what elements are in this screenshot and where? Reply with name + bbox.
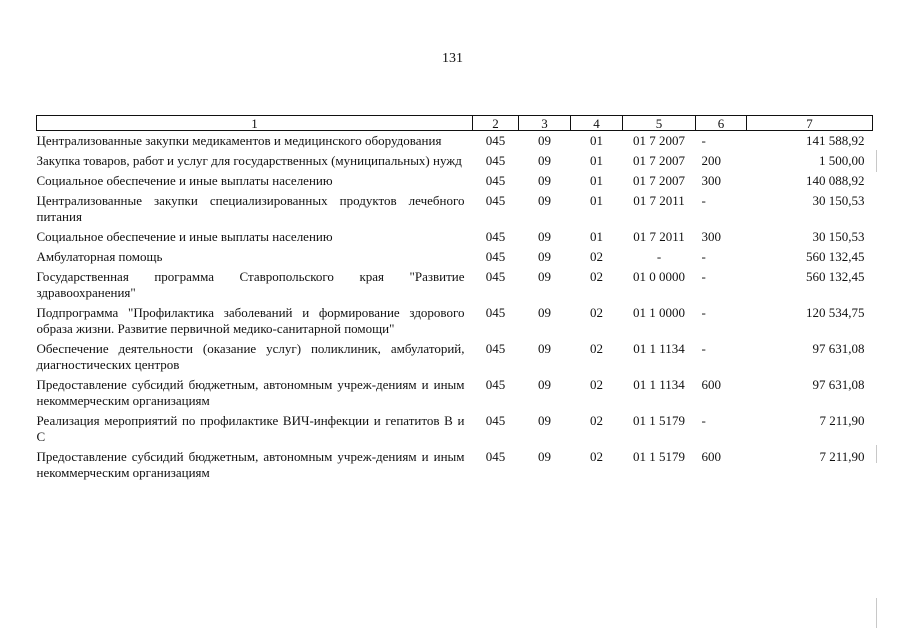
row-expense-type: - bbox=[701, 341, 706, 356]
row-name: Подпрограмма "Профилактика заболеваний и формирование здорового образа жизни. Развитие первичной медико-санитарной помощи" bbox=[36, 305, 465, 336]
row-code: 045 bbox=[485, 193, 506, 208]
row-expense-type: 600 bbox=[701, 449, 721, 464]
table-row bbox=[37, 249, 873, 269]
row-amount: 7 211,90 bbox=[819, 449, 865, 464]
table-row bbox=[37, 305, 873, 341]
table-row bbox=[37, 377, 873, 413]
row-expense-type: - bbox=[701, 413, 706, 428]
row-section: 09 bbox=[538, 449, 551, 464]
row-subsection: 01 bbox=[590, 229, 603, 244]
table-row bbox=[37, 413, 873, 449]
row-expense-type: 600 bbox=[701, 377, 721, 392]
row-subsection: 01 bbox=[590, 153, 603, 168]
row-target-article: 01 1 1134 bbox=[633, 377, 685, 392]
row-name: Социальное обеспечение и иные выплаты населению bbox=[36, 229, 333, 244]
row-subsection: 02 bbox=[590, 377, 603, 392]
table-row bbox=[37, 449, 873, 485]
row-amount: 560 132,45 bbox=[806, 249, 865, 264]
row-code: 045 bbox=[485, 377, 506, 392]
row-name: Предоставление субсидий бюджетным, автономным учреж-дениям и иным некоммерческим организациям bbox=[36, 377, 465, 408]
column-header: 6 bbox=[696, 116, 747, 131]
row-code: 045 bbox=[485, 133, 506, 148]
row-name: Государственная программа Ставропольского края "Развитие здравоохранения" bbox=[36, 269, 465, 300]
scan-edge-mark bbox=[876, 445, 877, 463]
row-code: 045 bbox=[485, 153, 506, 168]
row-name: Амбулаторная помощь bbox=[36, 249, 163, 264]
row-subsection: 02 bbox=[590, 269, 603, 284]
row-subsection: 02 bbox=[590, 341, 603, 356]
row-target-article: 01 1 0000 bbox=[633, 305, 685, 320]
row-code: 045 bbox=[485, 249, 506, 264]
row-code: 045 bbox=[485, 173, 506, 188]
page-number: 131 bbox=[442, 51, 463, 66]
scan-edge-mark bbox=[876, 150, 877, 172]
row-amount: 120 534,75 bbox=[806, 305, 865, 320]
row-section: 09 bbox=[538, 193, 551, 208]
row-expense-type: - bbox=[701, 193, 706, 208]
column-header: 2 bbox=[473, 116, 519, 131]
table-header-row bbox=[37, 116, 873, 131]
row-target-article: 01 7 2007 bbox=[633, 133, 685, 148]
row-section: 09 bbox=[538, 249, 551, 264]
row-expense-type: - bbox=[701, 133, 706, 148]
row-subsection: 02 bbox=[590, 305, 603, 320]
budget-table bbox=[36, 115, 873, 485]
row-amount: 141 588,92 bbox=[806, 133, 865, 148]
table-row bbox=[37, 131, 873, 154]
table-row bbox=[37, 229, 873, 249]
row-section: 09 bbox=[538, 153, 551, 168]
row-target-article: 01 1 5179 bbox=[633, 449, 685, 464]
row-amount: 140 088,92 bbox=[806, 173, 865, 188]
row-section: 09 bbox=[538, 229, 551, 244]
row-section: 09 bbox=[538, 305, 551, 320]
row-amount: 1 500,00 bbox=[819, 153, 865, 168]
row-name: Централизованные закупки медикаментов и медицинского оборудования bbox=[36, 133, 442, 148]
row-name: Закупка товаров, работ и услуг для государственных (муниципальных) нужд bbox=[36, 153, 462, 168]
row-subsection: 01 bbox=[590, 173, 603, 188]
row-amount: 97 631,08 bbox=[812, 377, 865, 392]
table-row bbox=[37, 153, 873, 173]
column-header: 5 bbox=[623, 116, 696, 131]
table-row bbox=[37, 269, 873, 305]
row-target-article: - bbox=[656, 249, 662, 264]
row-target-article: 01 0 0000 bbox=[633, 269, 685, 284]
row-code: 045 bbox=[485, 413, 506, 428]
row-code: 045 bbox=[485, 305, 506, 320]
row-amount: 30 150,53 bbox=[812, 193, 865, 208]
row-code: 045 bbox=[485, 269, 506, 284]
row-name: Предоставление субсидий бюджетным, автономным учреж-дениям и иным некоммерческим организациям bbox=[36, 449, 465, 480]
row-target-article: 01 7 2007 bbox=[633, 173, 685, 188]
row-subsection: 02 bbox=[590, 413, 603, 428]
row-amount: 30 150,53 bbox=[812, 229, 865, 244]
row-name: Социальное обеспечение и иные выплаты населению bbox=[36, 173, 333, 188]
scan-edge-mark bbox=[876, 598, 877, 628]
row-section: 09 bbox=[538, 413, 551, 428]
column-header: 1 bbox=[37, 116, 473, 131]
row-target-article: 01 7 2011 bbox=[633, 229, 685, 244]
row-target-article: 01 1 5179 bbox=[633, 413, 685, 428]
table-row bbox=[37, 341, 873, 377]
row-code: 045 bbox=[485, 341, 506, 356]
row-section: 09 bbox=[538, 377, 551, 392]
row-expense-type: 300 bbox=[701, 229, 721, 244]
column-header: 7 bbox=[747, 116, 873, 131]
column-header: 4 bbox=[571, 116, 623, 131]
row-expense-type: 200 bbox=[701, 153, 721, 168]
row-name: Обеспечение деятельности (оказание услуг) поликлиник, амбулаторий, диагностических центров bbox=[36, 341, 465, 372]
row-name: Централизованные закупки специализированных продуктов лечебного питания bbox=[36, 193, 465, 224]
row-subsection: 02 bbox=[590, 249, 603, 264]
row-target-article: 01 7 2011 bbox=[633, 193, 685, 208]
row-expense-type: - bbox=[701, 269, 706, 284]
row-section: 09 bbox=[538, 173, 551, 188]
row-amount: 560 132,45 bbox=[806, 269, 865, 284]
row-section: 09 bbox=[538, 133, 551, 148]
table-row bbox=[37, 193, 873, 229]
row-section: 09 bbox=[538, 269, 551, 284]
row-target-article: 01 7 2007 bbox=[633, 153, 685, 168]
row-code: 045 bbox=[485, 229, 506, 244]
row-subsection: 01 bbox=[590, 133, 603, 148]
row-expense-type: - bbox=[701, 305, 706, 320]
row-expense-type: 300 bbox=[701, 173, 721, 188]
column-header: 3 bbox=[519, 116, 571, 131]
table-row bbox=[37, 173, 873, 193]
row-subsection: 01 bbox=[590, 193, 603, 208]
row-amount: 97 631,08 bbox=[812, 341, 865, 356]
row-code: 045 bbox=[485, 449, 506, 464]
row-amount: 7 211,90 bbox=[819, 413, 865, 428]
row-section: 09 bbox=[538, 341, 551, 356]
row-expense-type: - bbox=[701, 249, 706, 264]
row-name: Реализация мероприятий по профилактике ВИЧ-инфекции и гепатитов В и С bbox=[36, 413, 465, 444]
row-target-article: 01 1 1134 bbox=[633, 341, 685, 356]
row-subsection: 02 bbox=[590, 449, 603, 464]
